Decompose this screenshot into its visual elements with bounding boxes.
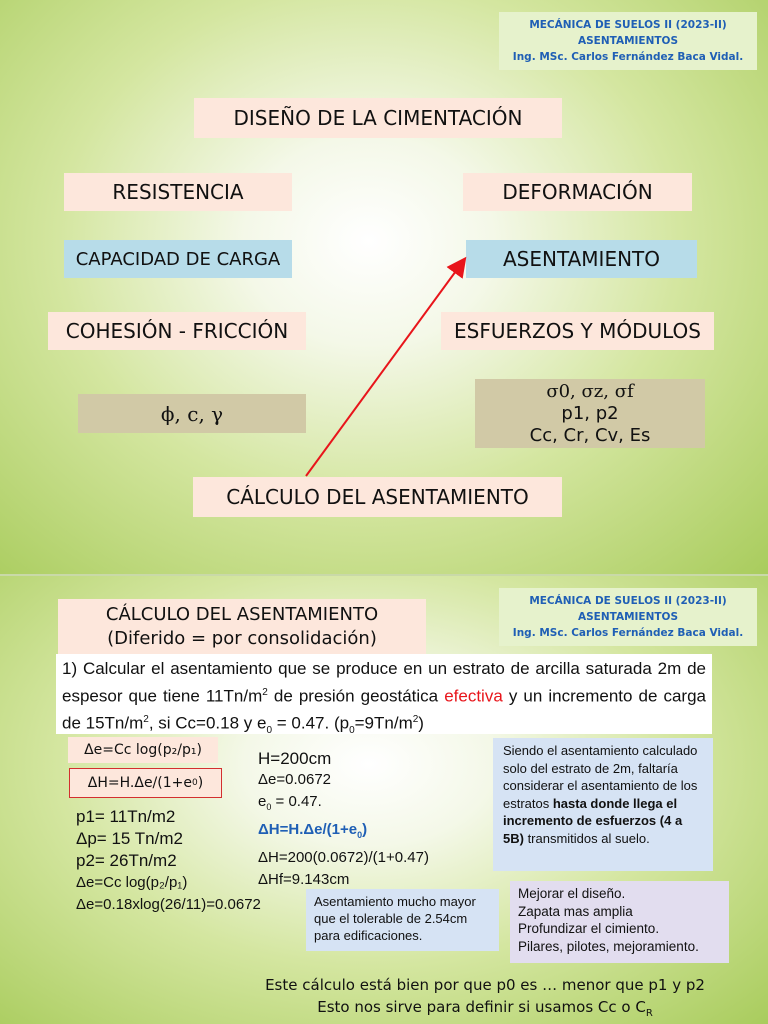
void-ratio-formula: Δe=Cc log(p₂/p₁) — [68, 737, 218, 763]
footer-line-1: Este cálculo está bien por que p0 es … menor que p1 y p2 — [265, 976, 705, 994]
footer-line-2 — [230, 996, 740, 1024]
problem-sub-2: 0 — [349, 724, 355, 736]
calc-formula: Δe=Cc log(p₂/p₁) — [76, 874, 188, 891]
problem-sup-2: 2 — [143, 713, 149, 725]
settlement-label: ASENTAMIENTO — [466, 240, 697, 278]
problem-statement — [56, 654, 712, 734]
problem-text-4: , si Cc=0.18 y e — [148, 713, 267, 733]
compression-params: Cc, Cr, Cv, Es — [529, 424, 651, 446]
problem-sup-3: 2 — [412, 713, 419, 725]
settlement-formula-end: ) — [197, 775, 204, 791]
footer-line-2-sub: R — [645, 1008, 653, 1019]
settlement-calculation-label: CÁLCULO DEL ASENTAMIENTO — [193, 477, 562, 517]
course-author: Ing. MSc. Carlos Fernández Baca Vidal. — [512, 51, 744, 63]
example-title-line1: CÁLCULO DEL ASENTAMIENTO — [105, 604, 379, 625]
resistance-label: RESISTENCIA — [64, 173, 292, 211]
calc-e0-sub: 0 — [266, 802, 272, 812]
footer-notes — [230, 974, 740, 1024]
course-title: MECÁNICA DE SUELOS II (2023-II) — [529, 19, 727, 31]
note-strata-text-1: Siendo el asentamiento calculado solo del estrato de 2m, faltaría considerar el asentamiento de los estratos — [503, 743, 698, 811]
calc-dp: Δp= 15 Tn/m2 — [76, 829, 183, 848]
calc-eq-main: ΔH=H.Δe/(1+e — [258, 821, 358, 838]
problem-text-1: 1) Calcular el asentamiento que se produce en un estrato de arcilla saturada 2m de espesor que tiene 11Tn/m — [62, 659, 706, 706]
calc-p1: p1= 11Tn/m2 — [76, 807, 176, 826]
calc-equation — [258, 820, 488, 845]
cohesion-friction-label: COHESIÓN - FRICCIÓN — [48, 312, 306, 350]
settlement-formula-box — [69, 768, 222, 798]
arrow-calc-to-settlement-icon — [306, 260, 464, 476]
course-topic-2: ASENTAMIENTOS — [577, 611, 679, 623]
calc-substitution: ΔH=200(0.0672)/(1+0.47) — [258, 849, 429, 866]
stress-params: σ0, σz, σf — [546, 380, 634, 402]
deformation-label: DEFORMACIÓN — [463, 173, 692, 211]
pressure-params: p1, p2 — [561, 402, 619, 424]
problem-sup-1: 2 — [262, 686, 268, 698]
design-title: DISEÑO DE LA CIMENTACIÓN — [194, 98, 562, 138]
improve-3: Profundizar el cimiento. — [518, 921, 660, 936]
course-title-2: MECÁNICA DE SUELOS II (2023-II) — [529, 595, 727, 607]
example-title-line2: (Diferido = por consolidación) — [107, 628, 377, 649]
improve-2: Zapata mas amplia — [518, 903, 633, 919]
bearing-capacity-label: CAPACIDAD DE CARGA — [64, 240, 292, 278]
problem-text-6: =9Tn/m — [354, 713, 413, 733]
note-strata-text-2: transmitidos al suelo. — [523, 830, 650, 846]
problem-highlight: efectiva — [444, 686, 503, 706]
middle-calculation — [258, 748, 488, 889]
note-tolerance: Asentamiento mucho mayor que el tolerable de 2.54cm para edificaciones. — [306, 889, 499, 951]
settlement-formula-main: ΔH=H.Δe/(1+e — [87, 775, 192, 791]
course-author-2: Ing. MSc. Carlos Fernández Baca Vidal. — [512, 627, 744, 639]
strength-parameters: ϕ, c, γ — [78, 394, 306, 433]
improve-4: Pilares, pilotes, mejoramiento. — [518, 938, 699, 954]
note-improvements — [510, 881, 729, 963]
calc-H: H=200cm — [258, 749, 332, 768]
note-other-strata — [493, 738, 713, 871]
calc-eq-sub: 0 — [357, 830, 363, 840]
course-header-2 — [499, 588, 757, 646]
stresses-moduli-label: ESFUERZOS Y MÓDULOS — [441, 312, 714, 350]
course-topic: ASENTAMIENTOS — [577, 35, 679, 47]
settlement-formula-sub: 0 — [191, 778, 198, 788]
calc-de: Δe=0.0672 — [258, 771, 332, 788]
example-title — [58, 599, 426, 655]
problem-text-7: ) — [418, 713, 424, 733]
improve-1: Mejorar el diseño. — [518, 886, 626, 901]
calc-p2: p2= 26Tn/m2 — [76, 851, 177, 870]
problem-sub-1: 0 — [266, 724, 273, 736]
footer-line-2-main: Esto nos sirve para definir si usamos Cc o C — [317, 998, 646, 1016]
calc-result: Δe=0.18xlog(26/11)=0.0672 — [76, 896, 261, 913]
calc-e0-rest: = 0.47. — [271, 793, 322, 810]
problem-text-5: = 0.47. (p — [272, 713, 350, 733]
note-strata-bold: hasta donde llega el incremento de esfuerzos (4 a 5B) — [503, 795, 683, 846]
calc-e0 — [258, 792, 488, 817]
problem-text-3: y un incremento de carga de 15Tn/m — [62, 686, 707, 733]
calc-e0-main: e — [258, 793, 267, 810]
slide-settlement-example — [0, 576, 768, 1024]
problem-text-2: de presión geostática — [267, 686, 445, 706]
calc-eq-end: ) — [362, 821, 368, 838]
calc-final: ΔHf=9.143cm — [258, 871, 350, 888]
